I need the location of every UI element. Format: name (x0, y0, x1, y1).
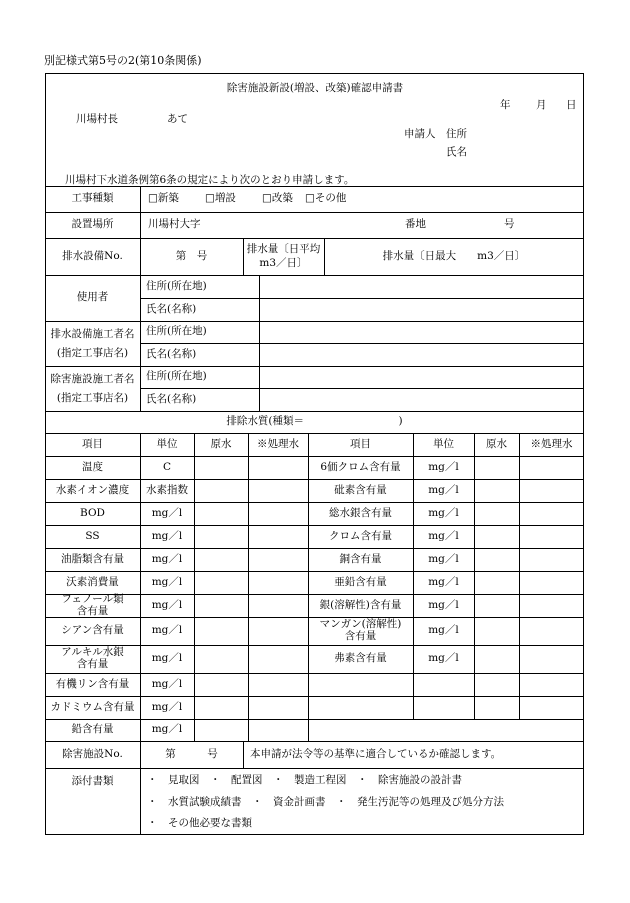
left-item-0: 温度 (82, 460, 103, 473)
col-item-left: 項目 (82, 437, 103, 450)
right-item-7-line-1: マンガン(溶解性) (319, 618, 402, 631)
drain-max-volume[interactable]: 排水量〔日最大 m3／日〕 (382, 249, 526, 262)
col-raw-left: 原水 (210, 437, 232, 450)
user-address-label: 住所(所在地) (146, 279, 207, 292)
facility-no-value[interactable]: 第 号 (165, 747, 218, 760)
col-treated-right: ※処理水 (530, 437, 573, 450)
user-label: 使用者 (76, 291, 109, 304)
right-unit-2: mg／l (428, 506, 459, 519)
left-item-11: 鉛含有量 (71, 723, 114, 736)
right-item-1: 砒素含有量 (334, 483, 387, 496)
right-unit-5: mg／l (428, 575, 459, 588)
left-item-3: SS (85, 529, 100, 542)
left-unit-6: mg／l (151, 598, 183, 611)
left-unit-10: mg／l (151, 700, 183, 713)
right-unit-0: mg／l (428, 460, 459, 473)
drain-avg-volume[interactable] (243, 238, 324, 275)
right-item-7 (308, 617, 413, 645)
date-month: 月 (536, 99, 547, 111)
drain-contractor-address: 住所(所在地) (146, 325, 207, 338)
option-extension[interactable]: □増設 (205, 192, 236, 205)
left-item-8-line-1: アルキル水銀 (61, 646, 124, 659)
drain-contractor-label (45, 321, 140, 366)
drain-contractor-label-2: (指定工事店名) (56, 346, 129, 359)
left-unit-7: mg／l (151, 624, 183, 637)
col-raw-right: 原水 (486, 437, 507, 450)
left-item-7: シアン含有量 (61, 624, 124, 637)
right-item-2: 総水銀含有量 (329, 506, 392, 519)
abatement-contractor-label-1: 除害施設施工者名 (50, 372, 135, 385)
abatement-contractor-name: 氏名(名称) (146, 392, 197, 405)
left-item-6-line-2: 含有量 (76, 604, 109, 617)
left-item-9: 有機リン含有量 (55, 677, 130, 690)
right-item-3: クロム含有量 (329, 529, 392, 542)
left-unit-5: mg／l (151, 575, 183, 588)
addressee-suffix: あて (167, 113, 188, 125)
right-unit-7: mg／l (428, 624, 459, 637)
right-item-6: 銀(溶解性)含有量 (319, 598, 402, 611)
col-item-right: 項目 (350, 437, 371, 450)
right-item-4: 銅含有量 (339, 552, 382, 565)
drain-no-value[interactable]: 第 号 (175, 249, 208, 262)
drain-contractor-label-1: 排水設備施工者名 (50, 327, 135, 340)
drain-contractor-name: 氏名(名称) (146, 347, 197, 360)
left-unit-11: mg／l (151, 723, 183, 736)
option-rebuild[interactable]: □改築 (262, 192, 293, 205)
attachments-line-1: ・ 見取図 ・ 配置図 ・ 製造工程図 ・ 除害施設の設計書 (147, 774, 462, 787)
applicant-address-label: 住所 (446, 128, 467, 140)
user-name-label: 氏名(名称) (146, 302, 197, 315)
abatement-contractor-label-2: (指定工事店名) (56, 391, 129, 404)
form-reference: 別記様式第5号の2(第10条関係) (44, 54, 202, 67)
facility-no-label: 除害施設No. (62, 747, 123, 760)
abatement-contractor-label (45, 366, 140, 411)
right-unit-6: mg／l (428, 598, 459, 611)
right-unit-1: mg／l (428, 483, 459, 496)
drain-avg-label-1: 排水量〔日平均 (246, 243, 321, 256)
drain-avg-label-2: m3／日〕 (259, 256, 308, 269)
right-item-0: 6価クロム含有量 (320, 460, 401, 473)
col-unit-left: 単位 (156, 437, 178, 450)
left-item-5: 沃素消費量 (66, 575, 119, 588)
left-item-1: 水素イオン濃度 (55, 483, 130, 496)
attachments-line-2: ・ 水質試験成績書 ・ 資金計画書 ・ 発生汚泥等の処理及び処分方法 (147, 796, 504, 809)
left-item-6 (45, 594, 140, 617)
left-unit-2: mg／l (151, 506, 183, 519)
left-unit-4: mg／l (151, 552, 183, 565)
left-item-10: カドミウム含有量 (50, 700, 135, 713)
option-new[interactable]: □新築 (148, 192, 179, 205)
right-item-5: 亜鉛含有量 (334, 575, 387, 588)
col-treated-left: ※処理水 (257, 437, 299, 450)
right-unit-3: mg／l (428, 529, 459, 542)
left-unit-0: C (162, 460, 172, 473)
right-item-8: 弗素含有量 (334, 652, 387, 665)
construction-label: 工事種類 (71, 192, 114, 205)
left-unit-9: mg／l (151, 677, 183, 690)
left-item-2: BOD (80, 506, 105, 519)
location-no-label: 号 (504, 218, 515, 231)
date-year: 年 (500, 99, 511, 111)
option-other[interactable]: □その他 (305, 192, 347, 205)
left-item-8-line-2: 含有量 (76, 658, 109, 670)
water-quality-header: 排除水質(種類＝ ) (226, 415, 403, 428)
right-item-7-line-2: 含有量 (344, 630, 377, 642)
left-unit-8: mg／l (151, 652, 183, 665)
facility-confirm-text: 本申請が法令等の基準に適合しているか確認します。 (250, 747, 502, 760)
form-title: 除害施設新設(増設、改築)確認申請書 (226, 82, 404, 94)
col-unit-right: 単位 (433, 437, 454, 450)
addressee-name: 川場村長 (76, 113, 118, 125)
left-unit-3: mg／l (151, 529, 183, 542)
applicant-label: 申請人 (404, 128, 436, 140)
left-item-8 (45, 645, 140, 673)
right-unit-4: mg／l (428, 552, 459, 565)
drain-no-label: 排水設備No. (62, 249, 123, 262)
location-label: 設置場所 (71, 218, 114, 231)
location-village[interactable]: 川場村大字 (148, 218, 201, 231)
preamble: 川場村下水道条例第6条の規定により次のとおり申請します。 (65, 174, 355, 186)
applicant-name-label: 氏名 (446, 146, 467, 158)
left-item-6-line-1: フェノール類 (61, 592, 124, 605)
right-unit-8: mg／l (428, 652, 459, 665)
left-unit-1: 水素指数 (146, 483, 188, 496)
attachments-label: 添付書類 (71, 775, 114, 788)
left-item-4: 油脂類含有量 (61, 552, 124, 565)
abatement-contractor-address: 住所(所在地) (146, 370, 207, 383)
attachments-line-3: ・ その他必要な書類 (147, 817, 252, 830)
date-day: 日 (566, 99, 577, 111)
location-lot-label: 番地 (405, 218, 426, 231)
